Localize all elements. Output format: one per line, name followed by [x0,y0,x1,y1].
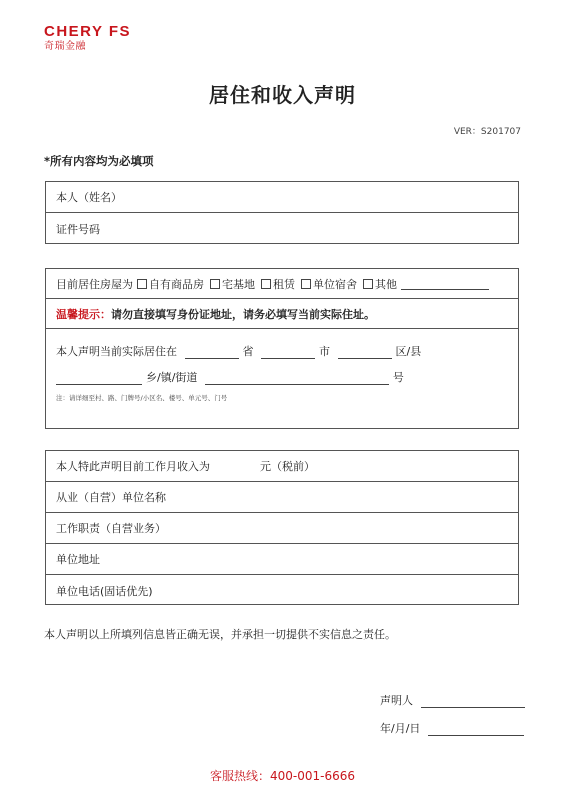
housing-label: 目前居住房屋为 [56,277,133,291]
other-housing-blank[interactable] [401,278,489,290]
option-dormitory: 单位宿舍 [313,277,357,291]
employer-field[interactable] [46,482,518,513]
city-label: 市 [319,345,330,358]
checkbox-rental[interactable] [261,279,271,289]
work-section [45,450,519,605]
work-phone-field[interactable] [46,575,518,606]
tip-text: 请勿直接填写身份证地址，请务必填写当前实际住址。 [111,307,375,321]
street-number-blank[interactable] [205,373,389,385]
declaration-text: 本人声明以上所填列信息皆正确无误，并承担一切提供不实信息之责任。 [44,628,396,641]
page-title: 居住和收入声明 [209,83,356,107]
date-row [380,720,528,736]
district-blank[interactable] [338,347,392,359]
name-field[interactable] [46,182,518,213]
brand-logo [44,24,131,53]
income-suffix: 元（税前） [260,460,315,473]
duty-field[interactable] [46,513,518,544]
option-homestead: 宅基地 [222,277,255,291]
income-prefix: 本人特此声明目前工作月收入为 [56,460,210,473]
district-label: 区/县 [395,345,422,358]
work-phone-label: 单位电话(固话优先) [56,584,153,598]
required-note: *所有内容均为必填项 [44,154,154,168]
identity-section [45,181,519,244]
option-own-property: 自有商品房 [149,277,204,291]
employer-label: 从业（自营）单位名称 [56,491,166,504]
name-label: 本人（姓名） [56,191,122,204]
tip-label: 温馨提示： [56,307,111,321]
town-label: 乡/镇/街道 [146,371,198,384]
city-blank[interactable] [261,347,315,359]
work-address-label: 单位地址 [56,553,100,566]
checkbox-dormitory[interactable] [301,279,311,289]
number-label: 号 [392,371,404,384]
work-address-field[interactable] [46,544,518,575]
hotline-text: 客服热线：400-001-6666 [209,769,355,783]
option-rental: 租赁 [273,277,295,291]
brand-name: CHERY FS [44,23,132,40]
id-number-field[interactable] [46,213,518,244]
income-row [46,451,518,482]
id-number-label: 证件号码 [56,222,100,236]
declarant-blank[interactable] [421,696,525,708]
province-label: 省 [242,345,254,358]
duty-label: 工作职责（自营业务） [56,522,166,535]
declarant-row [380,692,529,708]
address-note: 注：请详细至村、路、门牌号/小区名、楼号、单元号、门号 [56,394,228,402]
checkbox-other[interactable] [363,279,373,289]
brand-subname: 奇瑞金融 [44,41,86,52]
checkbox-homestead[interactable] [210,279,220,289]
date-label: 年/月/日 [380,722,421,735]
checkbox-own-property[interactable] [137,279,147,289]
address-prefix: 本人声明当前实际居住在 [56,345,177,358]
province-blank[interactable] [185,347,239,359]
version-label: VER：S201707 [453,127,521,137]
option-other: 其他 [375,277,397,291]
address-row [46,329,518,428]
date-blank[interactable] [428,724,524,736]
tip-row [46,299,518,329]
town-blank[interactable] [56,373,142,385]
housing-type-row [46,269,518,299]
declarant-label: 声明人 [380,694,413,707]
residence-section [45,268,519,429]
